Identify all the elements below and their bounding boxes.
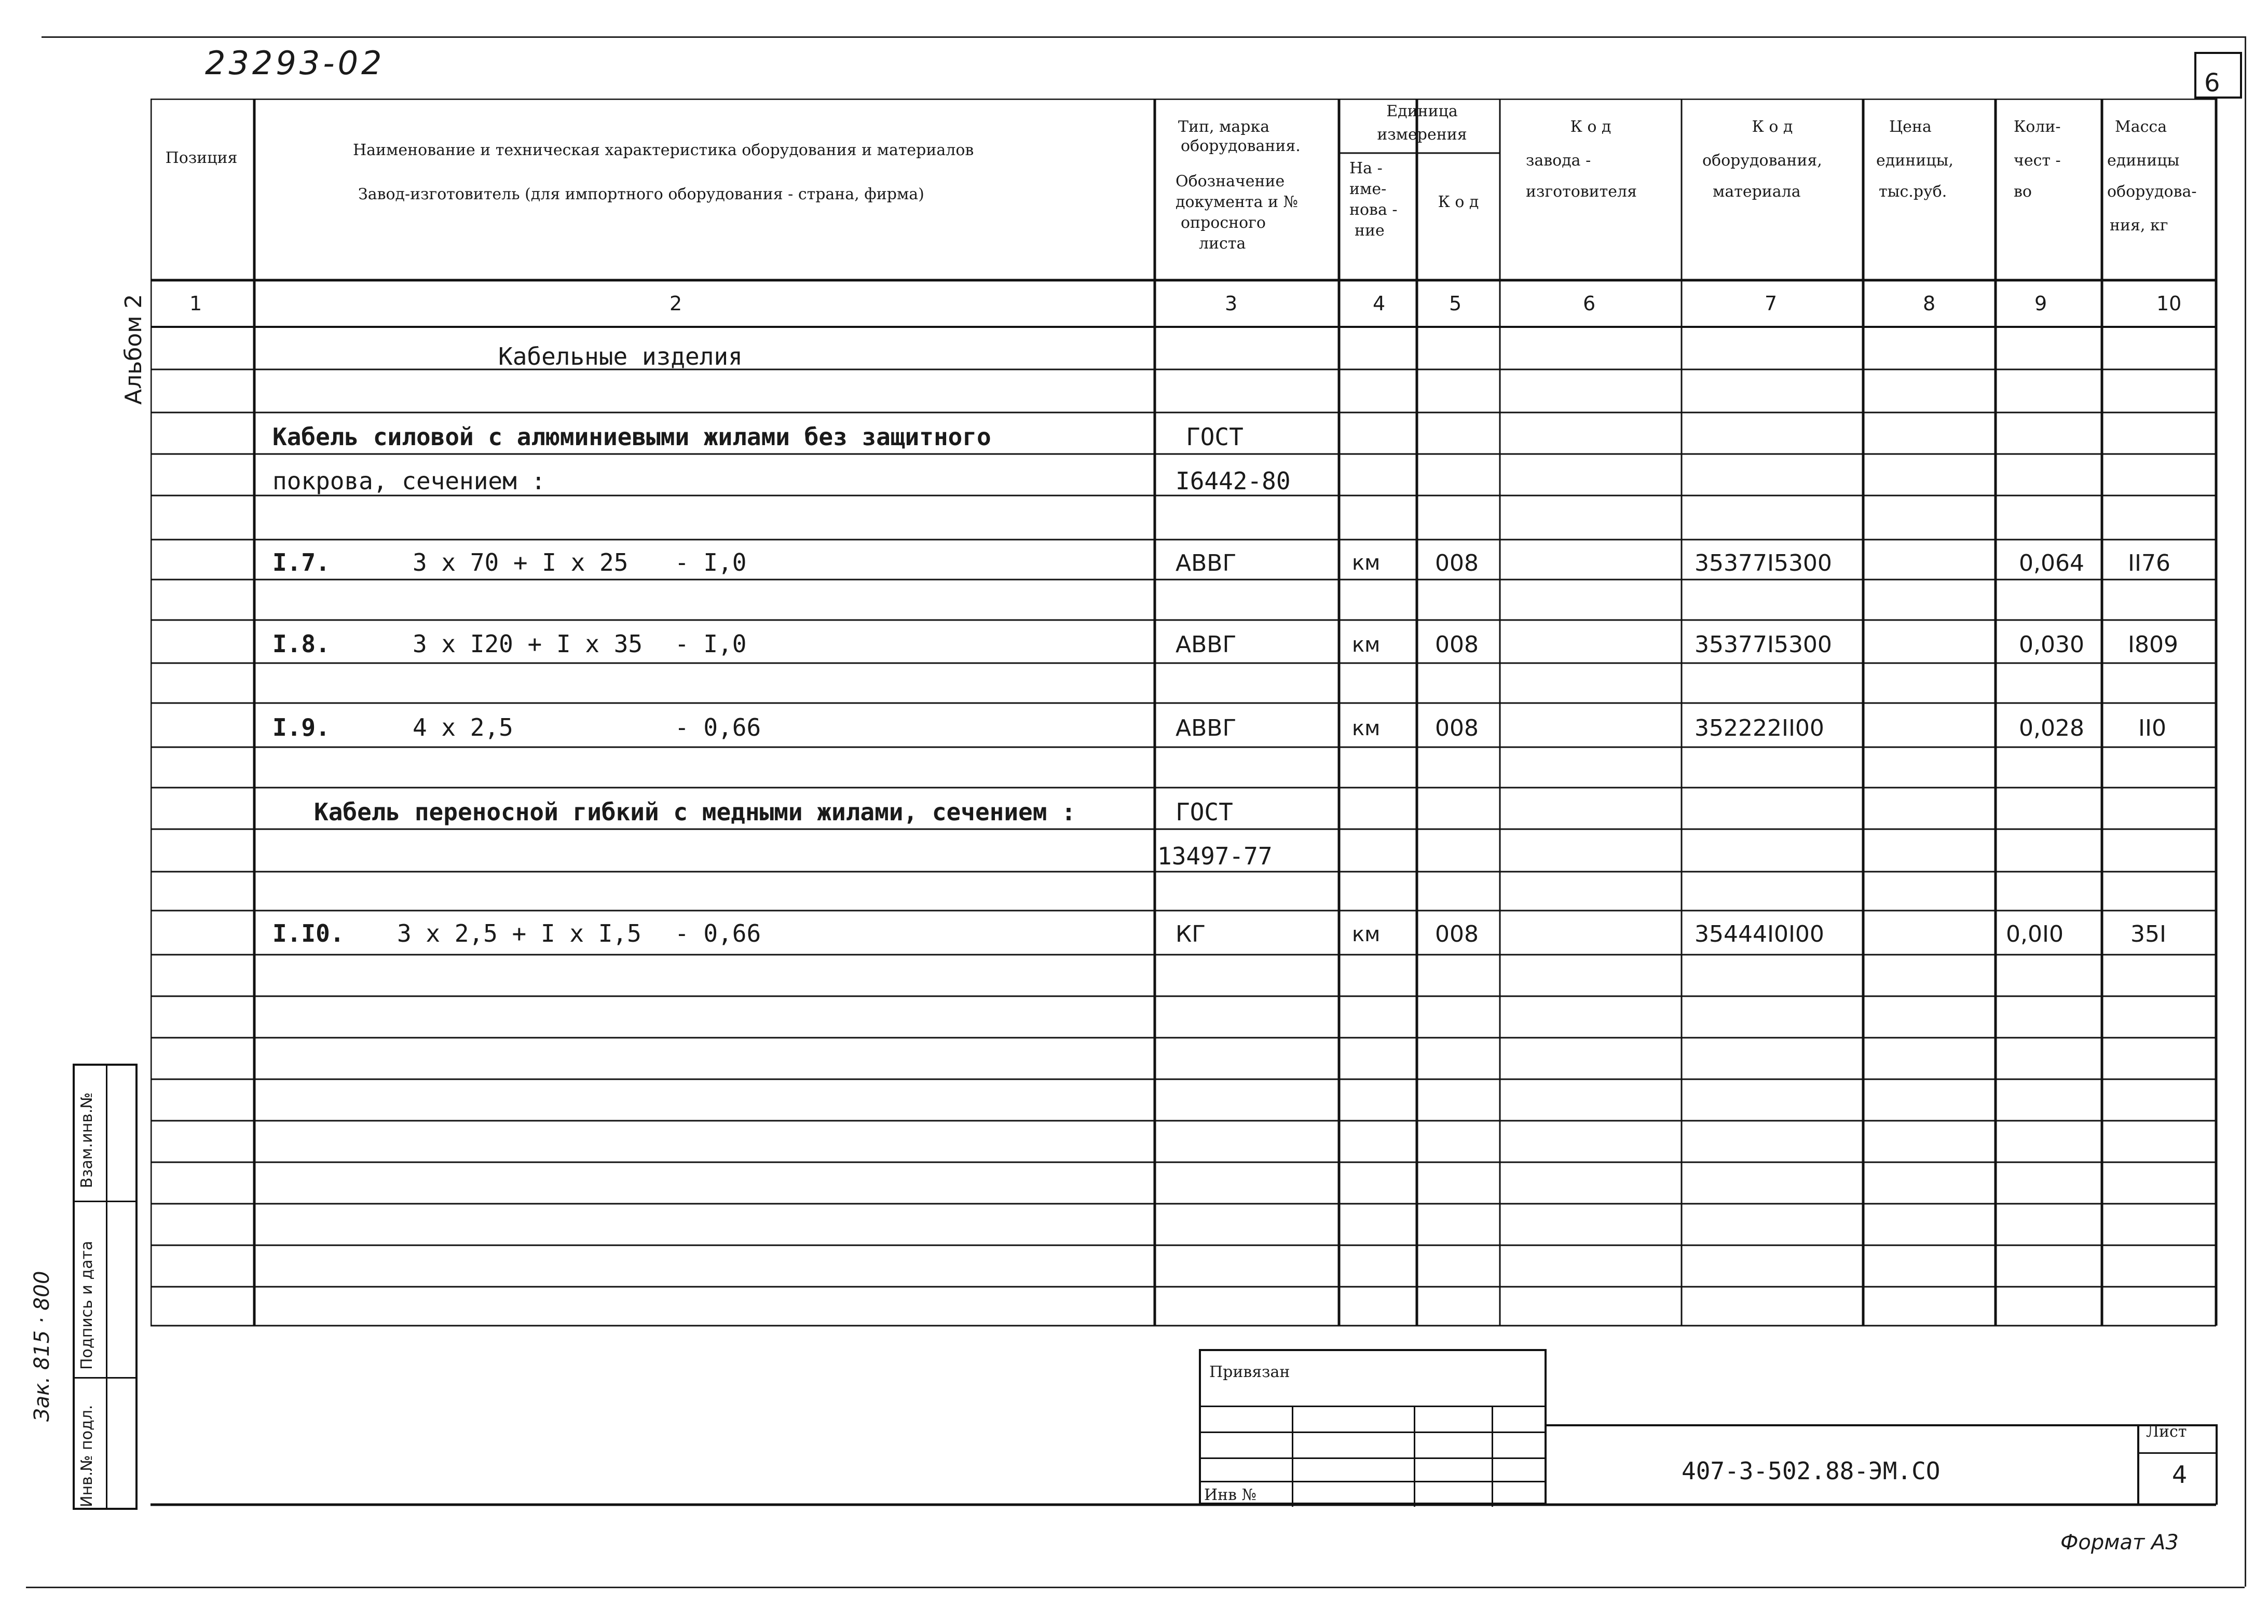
album-label: Альбом 2 bbox=[120, 294, 147, 405]
header-plant-code-3: изготовителя bbox=[1526, 183, 1637, 201]
row-equip-code-1-8: 35377I5300 bbox=[1695, 631, 1832, 658]
colnum-6: 6 bbox=[1583, 292, 1596, 315]
side-label-signature-date: Подпись и дата bbox=[78, 1241, 96, 1370]
header-price-3: тыс.руб. bbox=[1879, 183, 1947, 201]
row-name-flexible-cable: Кабель переносной гибкий с медными жилами, сечением : bbox=[314, 798, 1076, 826]
row-type-gost-number-2: 13497-77 bbox=[1157, 842, 1273, 870]
row-spec-1-9: 4 x 2,5 bbox=[413, 713, 513, 741]
header-plant-code-2: завода - bbox=[1526, 152, 1591, 170]
header-position: Позиция bbox=[165, 149, 238, 167]
header-unit-group-2: измерения bbox=[1377, 126, 1467, 144]
stamp-bound-label: Привязан bbox=[1209, 1363, 1290, 1381]
row-mass-1-9: II0 bbox=[2138, 715, 2166, 741]
header-unit-name-1: На - bbox=[1349, 159, 1383, 177]
format-note: Формат А3 bbox=[2060, 1531, 2179, 1554]
row-unit-1-10: км bbox=[1352, 923, 1381, 946]
row-qty-1-9: 0,028 bbox=[2019, 715, 2084, 741]
row-spec-1-8: 3 x I20 + I x 35 bbox=[413, 630, 643, 658]
row-spec-1-7: 3 x 70 + I x 25 bbox=[413, 548, 629, 576]
row-equip-code-1-9: 352222II00 bbox=[1695, 715, 1824, 741]
header-equip-code-3: материала bbox=[1713, 183, 1801, 201]
row-qty-1-10: 0,0I0 bbox=[2006, 921, 2064, 947]
colnum-1: 1 bbox=[189, 292, 202, 315]
header-type-1: Тип, марка bbox=[1178, 118, 1270, 136]
header-mass-4: ния, кг bbox=[2110, 216, 2168, 235]
stamp-inv-label: Инв № bbox=[1204, 1486, 1256, 1504]
colnum-5: 5 bbox=[1449, 292, 1462, 315]
row-pos-1-7: I.7. bbox=[272, 548, 330, 576]
header-qty-2: чест - bbox=[2014, 152, 2061, 170]
header-price-2: единицы, bbox=[1876, 152, 1953, 170]
colnum-7: 7 bbox=[1765, 292, 1778, 315]
row-unit-1-7: км bbox=[1352, 551, 1381, 575]
row-voltage-1-7: - I,0 bbox=[675, 548, 747, 576]
header-equip-code-2: оборудования, bbox=[1702, 152, 1822, 170]
row-voltage-1-10: - 0,66 bbox=[675, 919, 761, 947]
colnum-8: 8 bbox=[1923, 292, 1936, 315]
row-type-gost-2: ГОСТ bbox=[1176, 798, 1233, 826]
colnum-10: 10 bbox=[2156, 292, 2182, 315]
row-qty-1-8: 0,030 bbox=[2019, 631, 2084, 658]
row-name-power-cable-1: Кабель силовой с алюминиевыми жилами без защитного bbox=[272, 423, 991, 451]
row-pos-1-10: I.I0. bbox=[272, 919, 345, 947]
row-voltage-1-8: - I,0 bbox=[675, 630, 747, 658]
header-type-6: листа bbox=[1199, 235, 1246, 253]
header-type-4: документа и № bbox=[1176, 193, 1298, 211]
header-type-2: оборудования. bbox=[1181, 137, 1301, 155]
stamp-designation: 407-3-502.88-ЭМ.СО bbox=[1682, 1457, 1941, 1485]
row-unit-1-8: км bbox=[1352, 633, 1381, 657]
colnum-2: 2 bbox=[670, 292, 682, 315]
header-qty-1: Коли- bbox=[2014, 118, 2061, 136]
stamp-sheet-label: Лист bbox=[2146, 1423, 2187, 1441]
header-equip-code-1: К о д bbox=[1752, 118, 1793, 136]
row-mass-1-8: I809 bbox=[2128, 631, 2178, 658]
header-type-5: опросного bbox=[1181, 214, 1266, 232]
row-pos-1-9: I.9. bbox=[272, 713, 330, 741]
row-type-1-7: АВВГ bbox=[1176, 550, 1237, 576]
header-unit-name-4: ние bbox=[1355, 222, 1385, 240]
stamp-sheet-number: 4 bbox=[2172, 1461, 2188, 1489]
row-pos-1-8: I.8. bbox=[272, 630, 330, 658]
row-equip-code-1-7: 35377I5300 bbox=[1695, 550, 1832, 576]
row-unit-code-1-10: 008 bbox=[1435, 921, 1479, 947]
header-unit-code: К о д bbox=[1438, 193, 1479, 211]
colnum-9: 9 bbox=[2034, 292, 2047, 315]
outer-frame-bottom bbox=[26, 1587, 2245, 1588]
row-unit-1-9: км bbox=[1352, 717, 1381, 740]
header-name-line1: Наименование и техническая характеристика оборудования и материалов bbox=[353, 141, 974, 159]
row-mass-1-7: II76 bbox=[2128, 550, 2170, 576]
header-mass-3: оборудова- bbox=[2107, 183, 2197, 201]
side-label-replace-inv: Взам.инв.№ bbox=[78, 1092, 96, 1188]
row-qty-1-7: 0,064 bbox=[2019, 550, 2084, 576]
colnum-4: 4 bbox=[1373, 292, 1386, 315]
row-type-1-8: АВВГ bbox=[1176, 631, 1237, 658]
header-plant-code-1: К о д bbox=[1570, 118, 1611, 136]
row-type-gost-number-1: I6442-80 bbox=[1176, 467, 1291, 495]
header-type-3: Обозначение bbox=[1176, 172, 1285, 190]
header-unit-name-3: нова - bbox=[1349, 201, 1398, 219]
side-label-inv-orig: Инв.№ подл. bbox=[78, 1405, 96, 1507]
row-equip-code-1-10: 35444I0I00 bbox=[1695, 921, 1824, 947]
row-unit-code-1-7: 008 bbox=[1435, 550, 1479, 576]
row-type-gost-1: ГОСТ bbox=[1186, 423, 1244, 451]
header-name-line2: Завод-изготовитель (для импортного оборудования - страна, фирма) bbox=[358, 185, 924, 203]
header-unit-group-1: Единица bbox=[1386, 102, 1458, 120]
header-qty-3: во bbox=[2014, 183, 2032, 201]
header-mass-1: Масса bbox=[2115, 118, 2167, 136]
corner-number: 6 bbox=[2204, 68, 2220, 98]
header-price-1: Цена bbox=[1889, 118, 1932, 136]
order-note: Зак. 815 · 800 bbox=[30, 1271, 54, 1422]
row-voltage-1-9: - 0,66 bbox=[675, 713, 761, 741]
header-unit-name-2: имe- bbox=[1349, 180, 1387, 198]
row-type-1-9: АВВГ bbox=[1176, 715, 1237, 741]
row-spec-1-10: 3 x 2,5 + I x I,5 bbox=[397, 919, 641, 947]
row-name-power-cable-2: покрова, сечением : bbox=[272, 467, 546, 495]
section-title-cables: Кабельные изделия bbox=[498, 342, 743, 370]
colnum-3: 3 bbox=[1225, 292, 1238, 315]
row-type-1-10: КГ bbox=[1176, 921, 1206, 947]
header-mass-2: единицы bbox=[2107, 152, 2180, 170]
document-code: 23293-02 bbox=[205, 44, 385, 82]
row-mass-1-10: 35I bbox=[2130, 921, 2166, 947]
row-unit-code-1-9: 008 bbox=[1435, 715, 1479, 741]
row-unit-code-1-8: 008 bbox=[1435, 631, 1479, 658]
